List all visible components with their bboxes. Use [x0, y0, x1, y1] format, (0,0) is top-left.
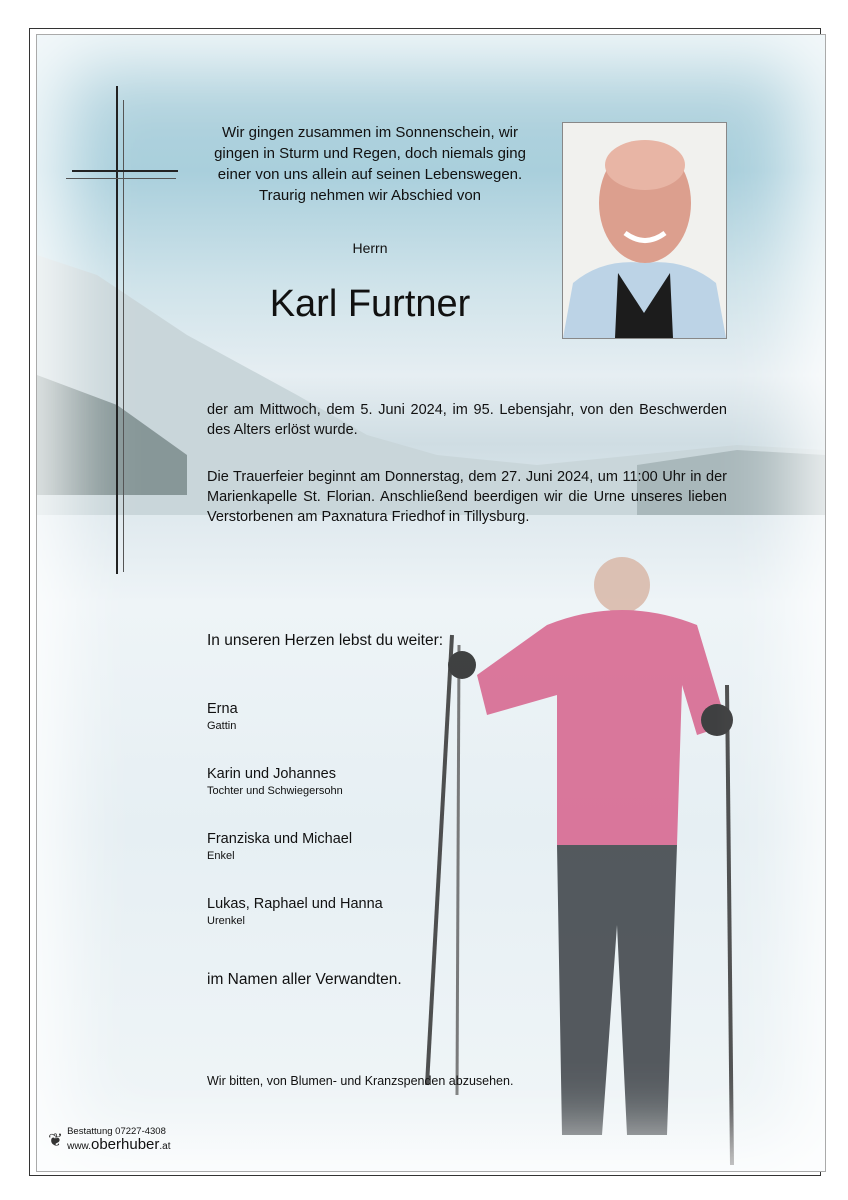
relative-entry	[207, 830, 352, 863]
relative-name: Karin und Johannes	[207, 766, 336, 782]
ceremony-text: Die Trauerfeier beginnt am Donnerstag, dem 27. Juni 2024, um 11:00 Uhr in der Marienkapelle St. Florian. Anschließend beerdigen wir die Urne unseres lieben Verstorbenen am Paxnatura Friedhof in Tillysburg.	[207, 469, 727, 525]
poem-line: Traurig nehmen wir Abschied von	[258, 187, 482, 204]
relative-entry	[207, 765, 343, 798]
cross-icon-bar	[72, 170, 178, 172]
relative-entry	[207, 895, 383, 928]
cross-icon	[116, 86, 118, 574]
funeral-home-logo	[48, 1126, 171, 1155]
url-suffix: .at	[159, 1141, 171, 1152]
flower-request: Wir bitten, von Blumen- und Kranzspenden abzusehen.	[207, 1074, 514, 1088]
death-notice-text: der am Mittwoch, dem 5. Juni 2024, im 95. Lebensjahr, von den Beschwerden des Alters erlöst wurde.	[207, 402, 727, 438]
deceased-name: Karl Furtner	[269, 283, 471, 325]
url-prefix: www.	[67, 1141, 91, 1152]
salutation: Herrn	[352, 240, 388, 256]
portrait-image	[563, 123, 726, 338]
poem-line: einer von uns allein auf seinen Lebenswegen.	[217, 166, 523, 183]
funeral-home-label: Bestattung	[67, 1126, 113, 1137]
poem	[175, 122, 565, 206]
poem-line: Wir gingen zusammen im Sonnenschein, wir	[222, 124, 518, 141]
cross-icon-bar-2	[66, 178, 176, 179]
relative-relation: Urenkel	[207, 915, 245, 927]
relative-relation: Tochter und Schwiegersohn	[207, 785, 343, 797]
poem-line: gingen in Sturm und Regen, doch niemals ging	[214, 145, 526, 162]
relative-relation: Enkel	[207, 850, 235, 862]
funeral-home-phone: 07227-4308	[115, 1126, 166, 1137]
url-main: oberhuber	[91, 1136, 160, 1153]
relative-relation: Gattin	[207, 720, 237, 732]
angel-logo-icon: ❦	[48, 1130, 64, 1150]
relative-entry	[207, 700, 238, 733]
portrait-photo	[562, 122, 727, 339]
closing-text: im Namen aller Verwandten.	[207, 971, 402, 988]
relative-name: Franziska und Michael	[207, 831, 353, 847]
hearts-heading: In unseren Herzen lebst du weiter:	[207, 632, 444, 649]
relative-name: Erna	[207, 701, 238, 717]
relative-name: Lukas, Raphael und Hanna	[207, 896, 383, 912]
